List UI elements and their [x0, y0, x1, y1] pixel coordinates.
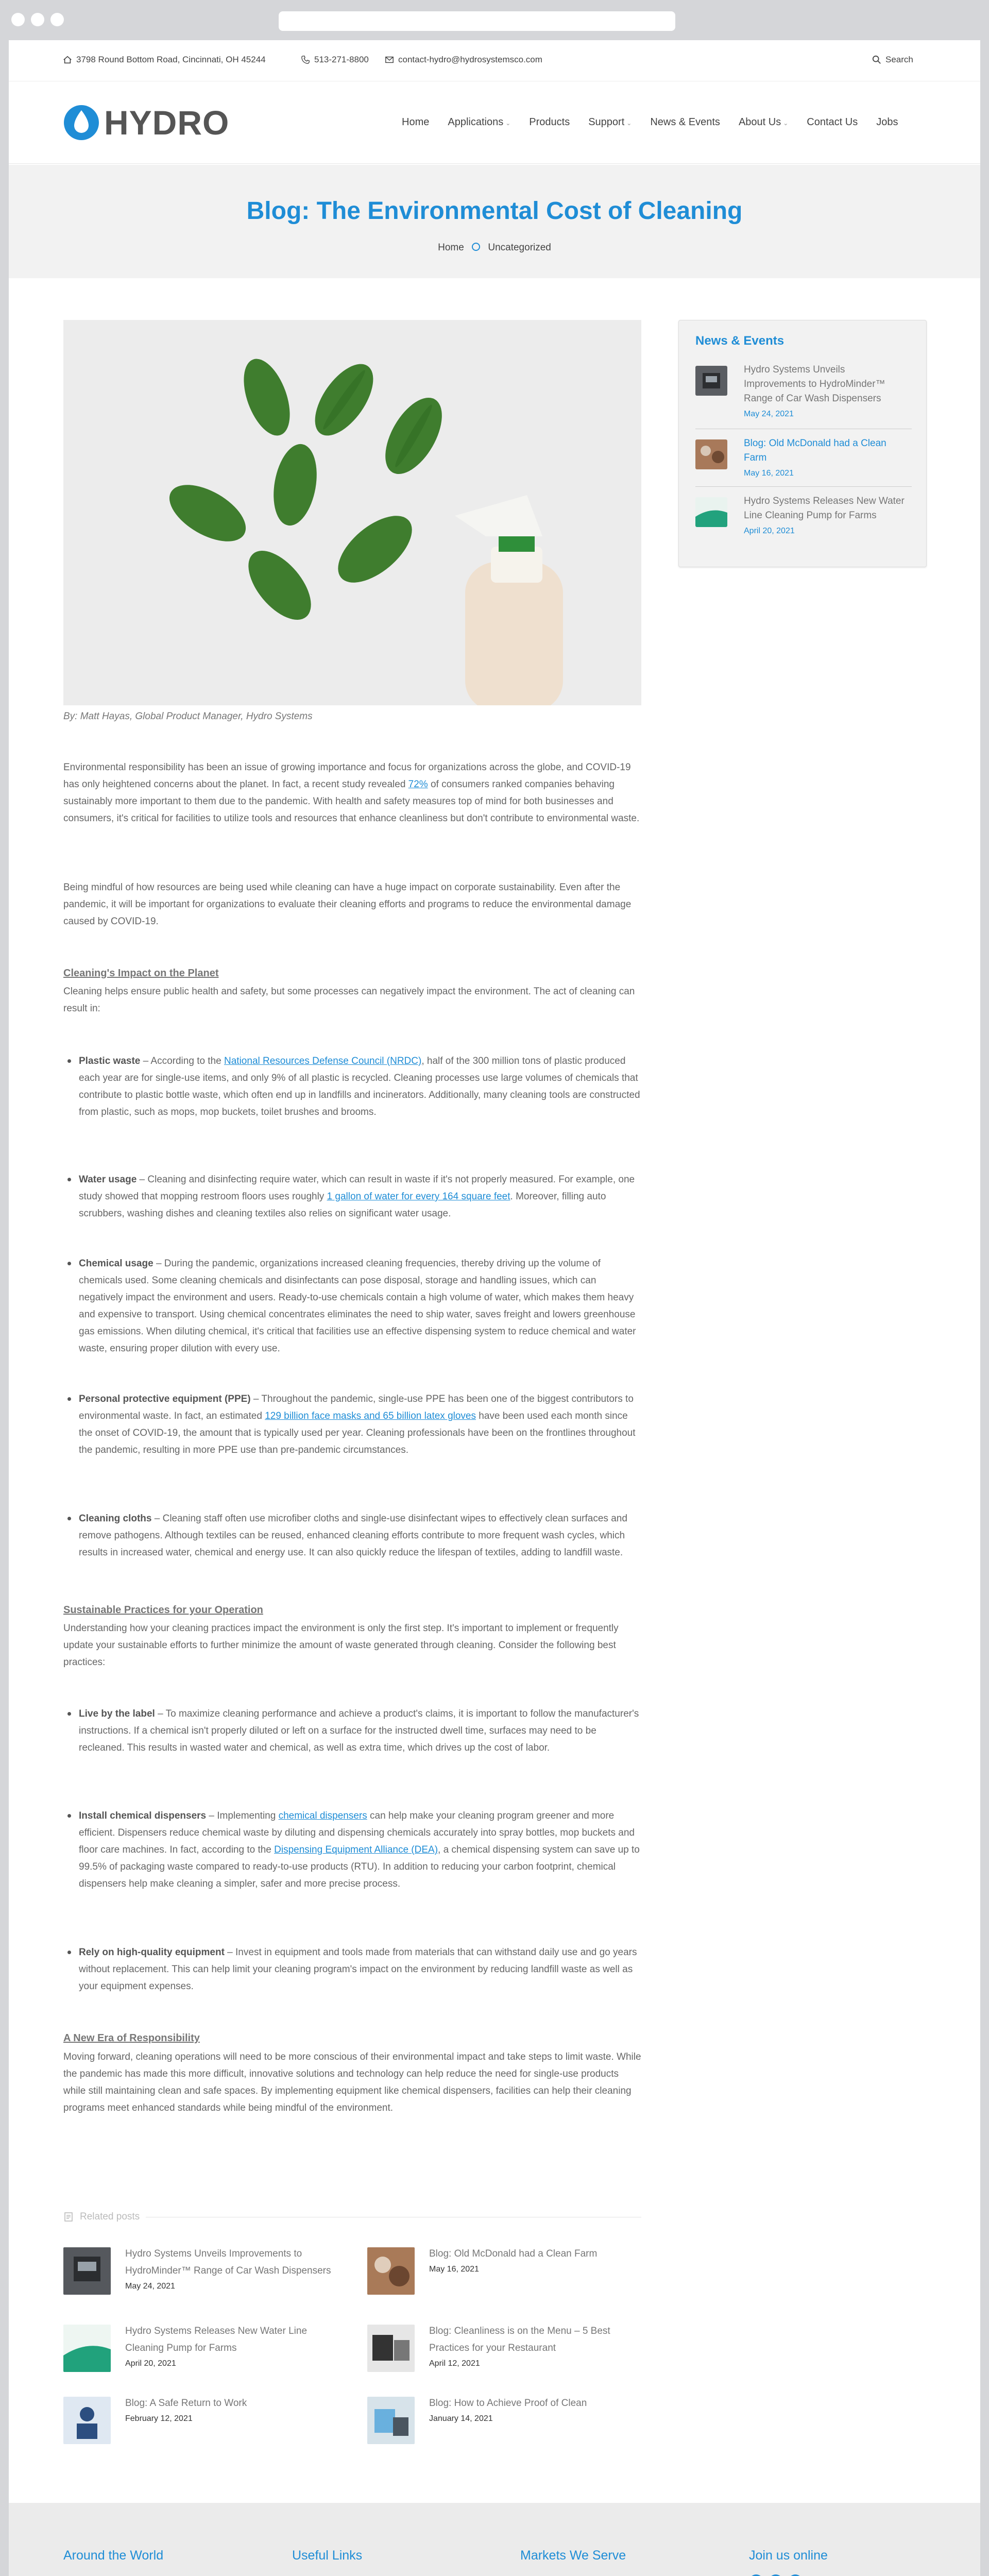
impact-list-chemical [63, 1255, 641, 1357]
title-band [9, 165, 980, 278]
list-item-install-dispensers [63, 1807, 641, 1892]
related-posts-header [63, 2211, 641, 2223]
window-close-dot[interactable] [11, 13, 25, 26]
contact-topbar [9, 40, 980, 81]
cleaning-cloths-title: Cleaning cloths [79, 1513, 152, 1524]
impact-list [63, 1053, 641, 1121]
related-post-item[interactable] [63, 2245, 331, 2312]
phone-icon [301, 55, 310, 64]
breadcrumb-current[interactable]: Uncategorized [488, 242, 551, 253]
address-bar[interactable] [279, 11, 675, 31]
related-posts-heading: Related posts [80, 2211, 140, 2222]
article-byline: By: Matt Hayas, Global Product Manager, Hydro Systems [63, 711, 313, 722]
chemical-text: – During the pandemic, organizations increased cleaning frequencies, thereby driving up the volume of chemicals used. Some cleaning chemicals and disinfectants can pose disposal, storage and handling issues, which can negatively impact the environment and users. Ready-to-use chemicals contain a high volume of water, which makes them heavy and expensive to transport. Using chemical concentrates eliminates the need to ship water, saves freight and lowers greenhouse gas emissions. When diluting chemical, it's critical that facilities use an effective dispensing system to reduce chemical and water waste, ensuring proper dilution with every use. [79, 1258, 636, 1354]
page-title: Blog: The Environmental Cost of Cleaning [246, 197, 743, 225]
related-post-title [125, 2395, 331, 2426]
nrdc-link[interactable]: National Resources Defense Council (NRDC) [224, 1056, 422, 1066]
related-post-title [125, 2245, 331, 2294]
logo-text: HYDRO [104, 104, 230, 142]
footer-markets [520, 2548, 637, 2576]
search-label: Search [885, 55, 913, 64]
nav-about-us[interactable] [739, 116, 788, 128]
footer-join-us [749, 2548, 897, 2576]
heading-cleaning-impact [63, 965, 641, 982]
phone-text: 513-271-8800 [314, 55, 369, 64]
label-text: – To maximize cleaning performance and achieve a product's claims, it is important to follow the manufacturer's instructions. If a chemical isn't properly diluted or left on a surface for the instructed dwell time, surfaces may need to be recleaned. This results in wasted water and chemical, as well as extra time, which drives up the cost of labor. [79, 1708, 639, 1753]
chevron-down-icon: ⌄ [626, 120, 632, 127]
related-5-title: Blog: How to Achieve Proof of Clean [429, 2398, 587, 2409]
live-by-label-title: Live by the label [79, 1708, 155, 1719]
sidebar-item-2-title: Hydro Systems Releases New Water Line Cleaning Pump for Farms [744, 496, 905, 521]
sidebar-item-1-title: Blog: Old McDonald had a Clean Farm [744, 438, 886, 463]
related-post-item[interactable] [63, 2323, 331, 2379]
address-info [63, 55, 266, 65]
dispensers-text-c: , a chemical dispensing system can save up to 99.5% of packaging waste compared to ready-to-use products (RTU). In addition to reducing your carbon footprint, chemical dispensers help make cleaning a simpler, safer and more precise process. [79, 1844, 640, 1889]
cleaning-image-icon [367, 2397, 415, 2444]
article-paragraph-1 [63, 759, 641, 827]
search-button[interactable] [872, 55, 913, 65]
list-item-chemical-usage [63, 1255, 641, 1357]
nav-jobs[interactable]: Jobs [876, 116, 898, 128]
list-item-water-usage [63, 1171, 641, 1222]
related-3-title: Blog: Cleanliness is on the Menu – 5 Best Practices for your Restaurant [429, 2326, 610, 2353]
p1-text-a: Environmental responsibility has been an issue of growing importance and focus for organizations across the globe, and COVID-19 has only heightened concerns about the planet. In fact, a recent study revealed [63, 762, 631, 790]
plastic-text-b: , half of the 300 million tons of plastic produced each year are for single-use items, and only 9% of all plastic is recycled. Cleaning processes use large volumes of chemicals that contribute to plastic bottle waste, which often end up in landfills and incinerators. Additionally, many cleaning tools are constructed from plastic, such as mops, mop buckets, toilet brushes and brooms. [79, 1056, 640, 1117]
related-2-title: Hydro Systems Releases New Water Line Cleaning Pump for Farms [125, 2326, 308, 2353]
related-0-title: Hydro Systems Unveils Improvements to HydroMinder™ Range of Car Wash Dispensers [125, 2248, 331, 2276]
related-1-date: May 16, 2021 [429, 2265, 479, 2274]
impact-list-water [63, 1171, 641, 1222]
nav-support[interactable] [588, 116, 632, 128]
news-thumbnail-farm [695, 439, 727, 469]
water-usage-title: Water usage [79, 1174, 137, 1185]
sidebar-news-title [744, 363, 909, 421]
footer-col4-title: Join us online [749, 2548, 828, 2563]
related-post-item[interactable] [63, 2395, 331, 2446]
related-4-title: Blog: A Safe Return to Work [125, 2398, 247, 2409]
site-footer [9, 2503, 980, 2576]
breadcrumb [9, 242, 980, 253]
nav-applications[interactable] [448, 116, 510, 128]
sidebar-item-1-date: May 16, 2021 [744, 469, 794, 478]
heading-sustainable-practices [63, 1602, 641, 1619]
home-icon [63, 55, 72, 64]
related-2-date: April 20, 2021 [125, 2359, 176, 2368]
search-icon [872, 55, 881, 64]
chevron-down-icon: ⌄ [505, 120, 511, 127]
related-post-title [429, 2395, 635, 2426]
related-3-date: April 12, 2021 [429, 2359, 480, 2368]
related-post-item[interactable] [367, 2245, 635, 2312]
sidebar-item-0-date: May 24, 2021 [744, 410, 794, 418]
gallon-water-link[interactable]: 1 gallon of water for every 164 square feet [327, 1191, 510, 1202]
news-events-sidebar [678, 320, 927, 567]
email-info[interactable] [385, 55, 542, 65]
related-post-item[interactable] [367, 2323, 635, 2379]
address-text: 3798 Round Bottom Road, Cincinnati, OH 45244 [76, 55, 266, 64]
heading-cleaning-impact-text: Cleaning's Impact on the Planet [63, 968, 219, 979]
footer-useful-links [292, 2548, 421, 2576]
nav-applications-label: Applications [448, 116, 504, 128]
hero-image [63, 320, 641, 705]
footer-col1-title: Around the World [63, 2548, 164, 2563]
site-logo[interactable] [63, 103, 229, 142]
related-0-date: May 24, 2021 [125, 2282, 175, 2291]
window-maximize-dot[interactable] [50, 13, 64, 26]
footer-col3-title: Markets We Serve [520, 2548, 626, 2563]
news-thumbnail-car-wash [695, 366, 727, 396]
practices-list-label [63, 1705, 641, 1756]
sidebar-item-2-date: April 20, 2021 [744, 527, 795, 535]
nav-home[interactable]: Home [402, 116, 430, 128]
related-post-title [429, 2245, 635, 2277]
chevron-down-icon: ⌄ [783, 120, 789, 127]
water-text-b: . Moreover, filling auto scrubbers, washing dishes and cleaning textiles also relies on significant water usage. [79, 1191, 606, 1219]
equipment-title: Rely on high-quality equipment [79, 1947, 225, 1958]
restaurant-image-icon [367, 2325, 415, 2372]
related-5-date: January 14, 2021 [429, 2414, 493, 2423]
footer-col2-title: Useful Links [292, 2548, 363, 2563]
page [9, 40, 980, 2576]
related-thumb-proof-of-clean [367, 2397, 415, 2444]
email-text: contact-hydro@hydrosystemsco.com [398, 55, 542, 64]
plastic-text-a: – According to the [140, 1056, 225, 1066]
window-minimize-dot[interactable] [31, 13, 44, 26]
sidebar-news-item[interactable] [695, 363, 912, 419]
ppe-text-a: – Throughout the pandemic, single-use PPE has been one of the biggest contributors to environmental waste. In fact, an estimated [79, 1394, 634, 1421]
sidebar-item-0-title: Hydro Systems Unveils Improvements to HydroMinder™ Range of Car Wash Dispensers [744, 364, 885, 404]
sidebar-title: News & Events [695, 334, 785, 348]
related-post-title [125, 2323, 331, 2371]
list-item-cleaning-cloths [63, 1510, 641, 1561]
related-thumb-farm [367, 2247, 415, 2295]
install-dispensers-title: Install chemical dispensers [79, 1810, 207, 1821]
car-wash-image-icon [63, 2247, 111, 2295]
mail-icon [385, 55, 394, 64]
footer-around-the-world [63, 2548, 231, 2576]
browser-chrome [0, 0, 989, 40]
heading-practices-text: Sustainable Practices for your Operation [63, 1604, 263, 1616]
sidebar-divider [695, 486, 912, 487]
car-wash-thumb-icon [695, 366, 727, 396]
news-thumbnail-pump [695, 497, 727, 527]
related-1-title: Blog: Old McDonald had a Clean Farm [429, 2248, 598, 2259]
breadcrumb-home[interactable]: Home [438, 242, 464, 253]
list-item-ppe [63, 1391, 641, 1459]
p1-text-b: of consumers ranked companies behaving sustainably more important to them due to the pandemic. With health and safety measures top of mind for both businesses and consumers, it's critical for facilities to utilize tools and resources that enhance cleanliness but don't contribute to environmental waste. [63, 779, 640, 824]
heading-new-era [63, 2030, 641, 2047]
main-nav [402, 116, 898, 128]
list-item-plastic-waste [63, 1053, 641, 1121]
face-masks-link[interactable]: 129 billion face masks and 65 billion latex gloves [265, 1411, 476, 1421]
impact-list-ppe [63, 1391, 641, 1459]
farm-thumb-icon [695, 439, 727, 469]
chemical-usage-title: Chemical usage [79, 1258, 154, 1269]
list-item-live-by-label [63, 1705, 641, 1756]
dea-link[interactable]: Dispensing Equipment Alliance (DEA) [274, 1844, 438, 1855]
sidebar-news-item[interactable] [695, 494, 912, 551]
list-item-high-quality-equipment [63, 1944, 641, 1995]
related-thumb-restaurant [367, 2325, 415, 2372]
related-thumb-pump [63, 2325, 111, 2372]
related-post-item[interactable] [367, 2395, 635, 2446]
practices-list-equipment [63, 1944, 641, 1995]
leaves-spray-bottle-image [63, 320, 641, 705]
chemical-dispensers-link[interactable]: chemical dispensers [278, 1810, 367, 1821]
impact-intro: Cleaning helps ensure public health and safety, but some processes can negatively impact the environment. The act of cleaning can result in: [63, 986, 635, 1014]
practices-intro: Understanding how your cleaning practices impact the environment is only the first step. It's important to implement or frequently update your sustainable efforts to further minimize the amount of waste generated through cleaning. Consider the following best practices: [63, 1623, 619, 1668]
document-icon [63, 2212, 74, 2222]
sidebar-news-title [744, 494, 909, 538]
cloths-text: – Cleaning staff often use microfiber cloths and single-use disinfectant wipes to effectively clean surfaces and remove pathogens. Although textiles can be reused, enhanced cleaning efforts contribute to more frequent wash cycles, which results in increased water, chemical and energy use. It can also quickly reduce the lifespan of textiles, adding to landfill waste. [79, 1513, 627, 1558]
farm-image-icon [367, 2247, 415, 2295]
pump-thumb-icon [695, 497, 727, 527]
related-thumb-car-wash [63, 2247, 111, 2295]
breadcrumb-separator-icon [472, 243, 480, 251]
impact-list-cloths [63, 1510, 641, 1561]
new-era-paragraph: Moving forward, cleaning operations will need to be more conscious of their environmental impact and take steps to limit waste. While the pandemic has made this more difficult, innovative solutions and technology can help reduce the need for single-use products while still maintaining clean and safe spaces. By implementing equipment like chemical dispensers, facilities can help their cleaning programs meet enhanced standards while being mindful of the environment. [63, 2052, 641, 2113]
related-thumb-return-to-work [63, 2397, 111, 2444]
plastic-waste-title: Plastic waste [79, 1056, 141, 1066]
nav-products[interactable]: Products [529, 116, 570, 128]
ppe-text-b: have been used each month since the onset of COVID-19, the amount that is typically used per year. Cleaning professionals have been on the frontlines throughout the pandemic, resulting in more PPE use than pre-pandemic circumstances. [79, 1411, 636, 1455]
study-72-link[interactable]: 72% [408, 779, 428, 790]
heading-new-era-text: A New Era of Responsibility [63, 2032, 200, 2044]
related-4-date: February 12, 2021 [125, 2414, 193, 2423]
office-image-icon [63, 2397, 111, 2444]
water-text-a: – Cleaning and disinfecting require water, which can result in waste if it's not properly measured. For example, one study showed that mopping restroom floors uses roughly [79, 1174, 635, 1202]
equipment-text: – Invest in equipment and tools made from materials that can withstand daily use and go years without replacement. This can help limit your cleaning program's impact on the environment by reducing landfill waste as well as your equipment expenses. [79, 1947, 637, 1992]
sidebar-news-title [744, 436, 909, 481]
article-paragraph-2: Being mindful of how resources are being used while cleaning can have a huge impact on corporate sustainability. Even after the pandemic, it will be important for organizations to evaluate their cleaning efforts and programs to reduce the environmental damage caused by COVID-19. [63, 882, 632, 927]
dispensers-text-a: – Implementing [206, 1810, 279, 1821]
ppe-title: Personal protective equipment (PPE) [79, 1394, 251, 1404]
nav-about-label: About Us [738, 116, 781, 128]
pump-image-icon [63, 2325, 111, 2372]
related-post-title [429, 2323, 635, 2371]
nav-contact-us[interactable]: Contact Us [807, 116, 858, 128]
nav-support-label: Support [588, 116, 625, 128]
phone-info[interactable] [301, 55, 369, 65]
sidebar-news-item[interactable] [695, 436, 912, 483]
nav-news-events[interactable]: News & Events [650, 116, 720, 128]
practices-list-dispensers [63, 1807, 641, 1892]
dispensers-text-b: can help make your cleaning program greener and more efficient. Dispensers reduce chemical waste by diluting and dispensing chemicals accurately into spray bottles, mop buckets and floor care machines. In fact, according to the [79, 1810, 635, 1855]
drop-logo-icon [63, 104, 100, 141]
